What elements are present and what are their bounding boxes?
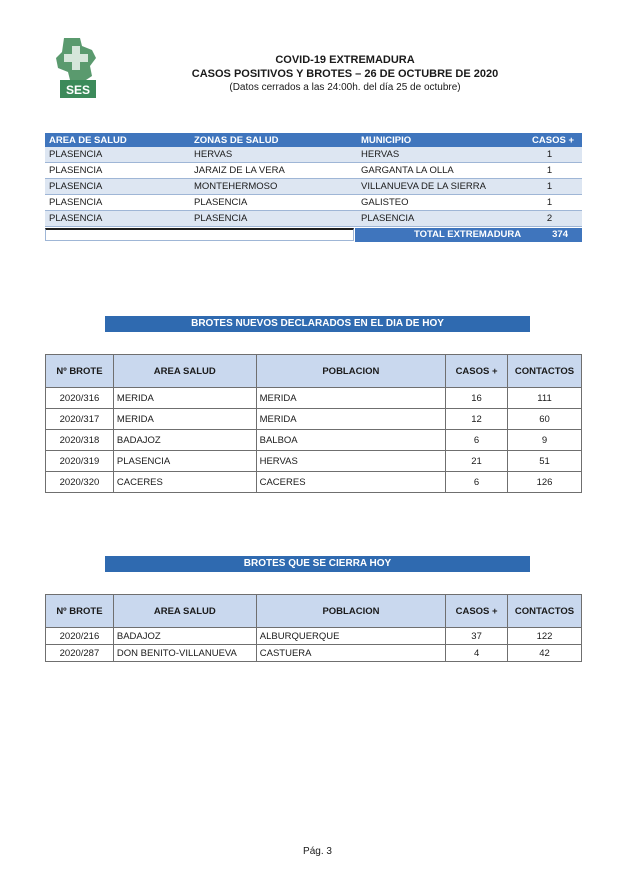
cell-contacts: 9	[508, 430, 582, 451]
cell-municipality: VILLANUEVA DE LA SIERRA	[357, 179, 517, 195]
cell-cases: 2	[517, 211, 582, 227]
cell-contacts: 126	[508, 472, 582, 493]
cell-area: BADAJOZ	[113, 628, 256, 645]
total-spacer	[45, 228, 354, 241]
cases-table-header	[45, 133, 582, 147]
cell-cases: 6	[446, 430, 508, 451]
cell-contacts: 51	[508, 451, 582, 472]
cell-area: PLASENCIA	[45, 211, 190, 227]
cell-area: PLASENCIA	[45, 179, 190, 195]
column-header: MUNICIPIO	[357, 133, 517, 147]
cell-municipality: PLASENCIA	[357, 211, 517, 227]
cell-contacts: 60	[508, 409, 582, 430]
cell-area: PLASENCIA	[45, 195, 190, 211]
logo-text: SES	[65, 83, 91, 97]
cell-area: BADAJOZ	[113, 430, 256, 451]
cell-municipality: GARGANTA LA OLLA	[357, 163, 517, 179]
total-value: 374	[552, 229, 568, 240]
cell-outbreak-id: 2020/319	[46, 451, 114, 472]
table-row	[46, 409, 582, 430]
cell-area: MERIDA	[113, 388, 256, 409]
cell-cases: 12	[446, 409, 508, 430]
header-line-3: (Datos cerrados a las 24:00h. del día 25 de octubre)	[229, 82, 461, 93]
cell-area: DON BENITO-VILLANUEVA	[113, 645, 256, 662]
total-label: TOTAL EXTREMADURA	[414, 229, 522, 240]
header-line-1: COVID-19 EXTREMADURA	[275, 54, 415, 66]
table-row	[46, 430, 582, 451]
cases-table	[45, 133, 582, 227]
cell-cases: 37	[446, 628, 508, 645]
cell-cases: 6	[446, 472, 508, 493]
column-header: POBLACION	[256, 355, 445, 388]
cell-cases: 21	[446, 451, 508, 472]
cell-area: MERIDA	[113, 409, 256, 430]
cell-area: PLASENCIA	[113, 451, 256, 472]
column-header: CONTACTOS	[508, 355, 582, 388]
column-header: CASOS +	[446, 595, 508, 628]
new-outbreaks-table	[45, 354, 582, 493]
cell-population: BALBOA	[256, 430, 445, 451]
table-row	[45, 147, 582, 163]
page-number: Pág. 3	[303, 846, 332, 857]
cell-population: ALBURQUERQUE	[256, 628, 445, 645]
cell-contacts: 111	[508, 388, 582, 409]
cell-contacts: 122	[508, 628, 582, 645]
cell-outbreak-id: 2020/216	[46, 628, 114, 645]
column-header: POBLACION	[256, 595, 445, 628]
cell-outbreak-id: 2020/287	[46, 645, 114, 662]
cell-cases: 1	[517, 147, 582, 163]
total-cell	[355, 228, 582, 242]
cell-zone: MONTEHERMOSO	[190, 179, 357, 195]
cell-outbreak-id: 2020/318	[46, 430, 114, 451]
header-line-2: CASOS POSITIVOS Y BROTES – 26 DE OCTUBRE DE 2020	[191, 68, 499, 80]
table-row	[46, 628, 582, 645]
document-header	[150, 53, 540, 94]
cell-outbreak-id: 2020/320	[46, 472, 114, 493]
cell-zone: PLASENCIA	[190, 195, 357, 211]
column-header: CONTACTOS	[508, 595, 582, 628]
closed-outbreaks-header	[46, 595, 582, 628]
cell-cases: 1	[517, 179, 582, 195]
table-row	[46, 451, 582, 472]
column-header: AREA SALUD	[113, 595, 256, 628]
table-row	[45, 195, 582, 211]
closed-outbreaks-table	[45, 594, 582, 662]
new-outbreaks-title: BROTES NUEVOS DECLARADOS EN EL DIA DE HOY	[105, 316, 530, 332]
table-row	[46, 472, 582, 493]
cell-municipality: HERVAS	[357, 147, 517, 163]
column-header: AREA SALUD	[113, 355, 256, 388]
table-row	[46, 388, 582, 409]
cell-zone: JARAIZ DE LA VERA	[190, 163, 357, 179]
total-row	[45, 228, 582, 242]
column-header: Nº BROTE	[46, 595, 114, 628]
cell-cases: 16	[446, 388, 508, 409]
ses-logo	[50, 36, 102, 100]
cell-population: CASTUERA	[256, 645, 445, 662]
cell-zone: PLASENCIA	[190, 211, 357, 227]
cell-population: CACERES	[256, 472, 445, 493]
cell-cases: 4	[446, 645, 508, 662]
column-header: Nº BROTE	[46, 355, 114, 388]
new-outbreaks-header	[46, 355, 582, 388]
table-row	[45, 179, 582, 195]
column-header: CASOS +	[446, 355, 508, 388]
table-row	[45, 163, 582, 179]
cell-cases: 1	[517, 163, 582, 179]
cell-zone: HERVAS	[190, 147, 357, 163]
cell-area: CACERES	[113, 472, 256, 493]
cell-contacts: 42	[508, 645, 582, 662]
cell-outbreak-id: 2020/316	[46, 388, 114, 409]
cell-population: HERVAS	[256, 451, 445, 472]
cell-area: PLASENCIA	[45, 163, 190, 179]
table-row	[45, 211, 582, 227]
cell-population: MERIDA	[256, 388, 445, 409]
cell-outbreak-id: 2020/317	[46, 409, 114, 430]
cell-area: PLASENCIA	[45, 147, 190, 163]
cell-population: MERIDA	[256, 409, 445, 430]
closed-outbreaks-title: BROTES QUE SE CIERRA HOY	[105, 556, 530, 572]
cell-municipality: GALISTEO	[357, 195, 517, 211]
cell-cases: 1	[517, 195, 582, 211]
column-header: AREA DE SALUD	[45, 133, 190, 147]
table-row	[46, 645, 582, 662]
column-header: ZONAS DE SALUD	[190, 133, 357, 147]
column-header: CASOS +	[517, 133, 582, 147]
